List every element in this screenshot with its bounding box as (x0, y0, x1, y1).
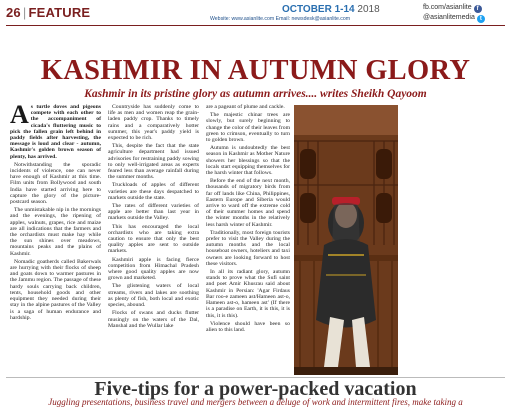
paragraph: This, despite the fact that the state agriculture department had issued advisories for restraining paddy sowing to only well-irrigated areas as experts feared less than average rainfall during the summer months. (108, 143, 199, 181)
twitter-icon[interactable]: t (477, 15, 485, 23)
paragraph: Flocks of swans and ducks flutter musingly on the waters of the Dal, Manshal and the Wullar lake (108, 310, 199, 329)
article-subhead: Kashmir in its pristine glory as autumn arrives.... writes Sheikh Qayoom (84, 88, 427, 100)
paragraph: Violence should have been so alien to this land. (206, 320, 290, 333)
paragraph: Notwithstanding the sporadic incidents of violence, one can never have enough of Kashmir at this time. Film units from Bollywood and south India have started arriving here to capture the glory of the picture-postcard season. (10, 161, 101, 206)
issue-year: 2018 (357, 4, 380, 15)
paragraph: The unmistakable nip in the mornings and the evenings, the ripening of apples, walnuts, grapes, rice and maize are all indications that the farmers and the orchardists must make hay while the sun shines over meadows, mountains peaks and the plains of Kashmir. (10, 207, 101, 257)
paragraph: Truckloads of apples of different varieties are these days despatched to markets outside the state. (108, 182, 199, 201)
photo-illustration (294, 105, 398, 375)
paragraph: Kashmiri apple is facing fierce competition from Himachal Pradesh where good quality apples are now grown and marketed. (108, 256, 199, 282)
drop-cap: A (10, 100, 29, 129)
paragraph: Before the end of the next month, thousands of migratory birds from far off lands like China, Philippines, Eastern Europe and Siberia would arrive to ward off the extreme cold of their summer homes and spend the winter months in the relatively less harsh winter of Kashmir. (206, 178, 290, 228)
next-article-headline: Five-tips for a power-packed vacation (94, 378, 417, 400)
paragraph: Autumn is undoubtedly the best season in Kashmir as Mother Nature showers her blessings so that the locals start equipping themselves for the harsh winter that follows. (206, 145, 290, 177)
facebook-icon[interactable]: f (474, 5, 482, 13)
facebook-handle[interactable]: fb.com/asianlite (423, 4, 472, 11)
lead-paragraph (10, 100, 101, 160)
section-separator: | (22, 5, 27, 20)
lead-text: s turtle doves and pigeons compete with each other to the accompaniment of cicada's fluttering music to pick the fallen grain left behind in paddy fields after harvesting, the message is loud and clear - autumn, Kashmir's golden brown season of plenty, has arrived. (10, 104, 101, 160)
paragraph: Countryside has suddenly come to life as men and women reap the grain-laden paddy crop. Thanks to timely rains and a comparatively hotter summer, this year's paddy yield is expected to be rich. (108, 104, 199, 142)
article-column-2 (108, 104, 199, 376)
article-headline: KASHMIR IN AUTUMN GLORY (40, 55, 471, 86)
paragraph: This has encouraged the local orchardists who are taking extra caution to ensure that only the best quality apples are sent to outside markets. (108, 223, 199, 255)
paragraph: The glistening waters of local streams, rivers and lakes are soothing as plenty of fish, both local and exotic species, abound. (108, 283, 199, 309)
page-section-label (6, 5, 90, 20)
paragraph: The majestic chinar trees are slowly, but surely beginning to change the color of their leaves from green to crimson, eventually to turn to golden brown. (206, 112, 290, 144)
paragraph: In all its radiant glory, autumn stands to prove what the Sufi saint and poet Amir Khusrau said about Kashmir in Persian: 'Agar Firdaus Bar roo-e zameen ast/Hameen ast-o, Hameen ast-o, hameen ast' (If there is a paradise on Earth, it is this, it is this, it is this). (206, 269, 290, 319)
website-email-line: Website: www.asianlite.com Email: newsdesk@asianlite.com (210, 16, 351, 22)
paragraph: Traditionally, most foreign tourists prefer to visit the Valley during the autumn months and the local houseboat owners, hoteliers and taxi owners are looking forward to host these visitors. (206, 229, 290, 267)
issue-date (282, 4, 380, 15)
paragraph: The rates of different varieties of apple are better than last year in markets outside the Valley. (108, 203, 199, 222)
paragraph: are a pageant of plume and cackle. (206, 104, 285, 110)
paragraph: Nomadic goatherds called Bakerwals are hurrying with their flocks of sheep and goats down to warmer pastures in the Jammu region. The passage of these hardy souls carrying back children, tents, household goods and other equipment they needed during their stay in the alpine pastures of the Valley is a saga of human endurance and hardship. (10, 258, 101, 321)
article-column-1 (10, 100, 101, 376)
article-column-3 (206, 104, 290, 366)
woman-in-kashmiri-attire-photo (294, 105, 398, 375)
next-article-subline: Juggling presentations, business travel and mergers between a deluge of work and intermittent fires, make taking a (48, 397, 463, 407)
issue-date-range: OCTOBER 1-14 (282, 4, 355, 15)
social-links (423, 3, 485, 23)
header-divider (6, 25, 505, 26)
section-name: FEATURE (28, 5, 91, 20)
twitter-handle[interactable]: @asianlitemedia (423, 14, 475, 21)
page-number: 26 (6, 5, 21, 20)
